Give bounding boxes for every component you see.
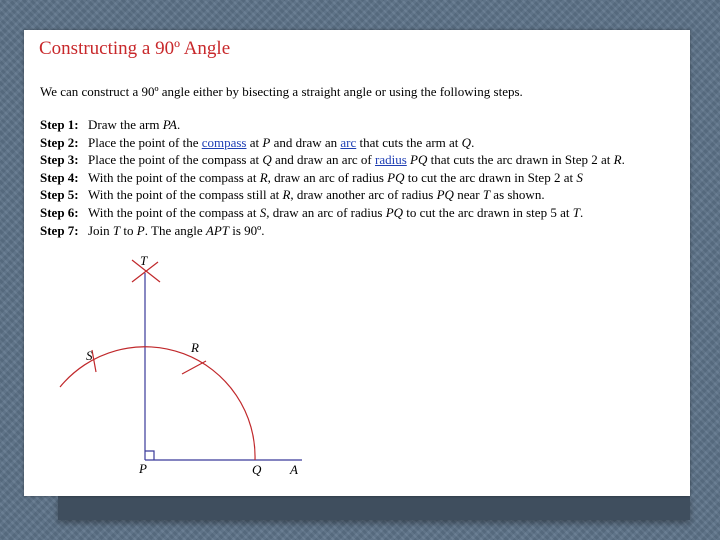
math-variable: S bbox=[576, 169, 583, 185]
step-text-run: Draw the arm bbox=[88, 117, 163, 132]
step-text-run: . bbox=[471, 134, 475, 150]
step-label: Step 4: bbox=[40, 169, 79, 185]
angle-construction-diagram bbox=[24, 30, 690, 496]
step-text-run: . bbox=[176, 117, 181, 132]
step-text-run: and draw an bbox=[270, 134, 341, 150]
label-point-a: A bbox=[290, 462, 298, 477]
step-text-run: . bbox=[579, 204, 584, 220]
step-text-run: to cut the arc drawn in Step 2 at bbox=[404, 169, 577, 185]
step-text-run: . bbox=[621, 152, 625, 168]
math-variable: P bbox=[262, 134, 271, 150]
step-text-run: at bbox=[246, 134, 263, 150]
math-variable: R bbox=[259, 169, 268, 185]
step-text-run: , draw an arc of radius bbox=[267, 169, 388, 185]
arc-step-2 bbox=[60, 347, 255, 460]
step-text-run: With the point of the compass at bbox=[88, 204, 260, 220]
step-text-run: is 90º. bbox=[229, 222, 265, 238]
arc-step-3 bbox=[182, 361, 206, 374]
step-text-run: Place the point of the compass at bbox=[88, 152, 263, 168]
math-variable: APT bbox=[205, 222, 229, 238]
step-text-run: , draw an arc of radius bbox=[266, 204, 386, 220]
math-variable: PQ bbox=[387, 169, 405, 185]
link-radius[interactable]: radius bbox=[375, 152, 407, 168]
step-text-run: that cuts the arm at bbox=[356, 134, 462, 150]
label-point-r: R bbox=[191, 340, 199, 355]
step-label: Step 2: bbox=[40, 134, 79, 150]
math-variable: Q bbox=[262, 152, 272, 168]
label-point-s: S bbox=[86, 348, 93, 363]
slide-title: Constructing a 90º Angle bbox=[39, 38, 231, 59]
math-variable: R bbox=[282, 187, 291, 203]
label-point-p: P bbox=[139, 461, 147, 476]
math-variable: PQ bbox=[410, 152, 428, 168]
slide-shadow bbox=[58, 496, 690, 520]
slide bbox=[24, 30, 690, 496]
link-compass[interactable]: compass bbox=[201, 134, 247, 150]
math-variable: PA bbox=[162, 117, 177, 132]
step-text-run: near bbox=[453, 187, 483, 203]
step-label: Step 7: bbox=[40, 222, 79, 238]
step-text-run: Place the point of the bbox=[88, 134, 202, 150]
step-text-run: to bbox=[120, 222, 137, 238]
math-variable: S bbox=[259, 204, 267, 220]
math-variable: T bbox=[482, 187, 491, 203]
step-label: Step 5: bbox=[40, 187, 79, 203]
step-text-run: as shown. bbox=[490, 187, 545, 203]
math-variable: PQ bbox=[385, 204, 404, 220]
step-text-run: Join bbox=[88, 222, 113, 238]
math-variable: R bbox=[613, 152, 622, 168]
step-label: Step 1: bbox=[40, 117, 79, 132]
math-variable: Q bbox=[461, 134, 472, 150]
math-variable: T bbox=[572, 204, 580, 220]
label-point-t: T bbox=[140, 253, 148, 268]
math-variable: T bbox=[112, 222, 121, 238]
step-text-run: , draw another arc of radius bbox=[290, 187, 437, 203]
math-variable: PQ bbox=[436, 187, 454, 203]
step-label: Step 6: bbox=[40, 204, 79, 220]
step-label: Step 3: bbox=[40, 152, 79, 168]
intro-text: We can construct a 90º angle either by bisecting a straight angle or using the following steps. bbox=[40, 84, 523, 99]
link-arc[interactable]: arc bbox=[340, 134, 357, 150]
step-text-run: . The angle bbox=[144, 222, 206, 238]
step-text-run: that cuts the arc drawn in Step 2 at bbox=[427, 152, 614, 168]
right-angle-marker bbox=[145, 451, 154, 460]
step-text-run: With the point of the compass still at bbox=[88, 187, 283, 203]
label-point-q: Q bbox=[252, 462, 262, 477]
step-text-run: With the point of the compass at bbox=[88, 169, 260, 185]
math-variable: P bbox=[136, 222, 145, 238]
step-text-run: to cut the arc drawn in step 5 at bbox=[403, 204, 573, 220]
step-text-run: and draw an arc of bbox=[271, 152, 375, 168]
arc-step-4 bbox=[92, 350, 96, 372]
